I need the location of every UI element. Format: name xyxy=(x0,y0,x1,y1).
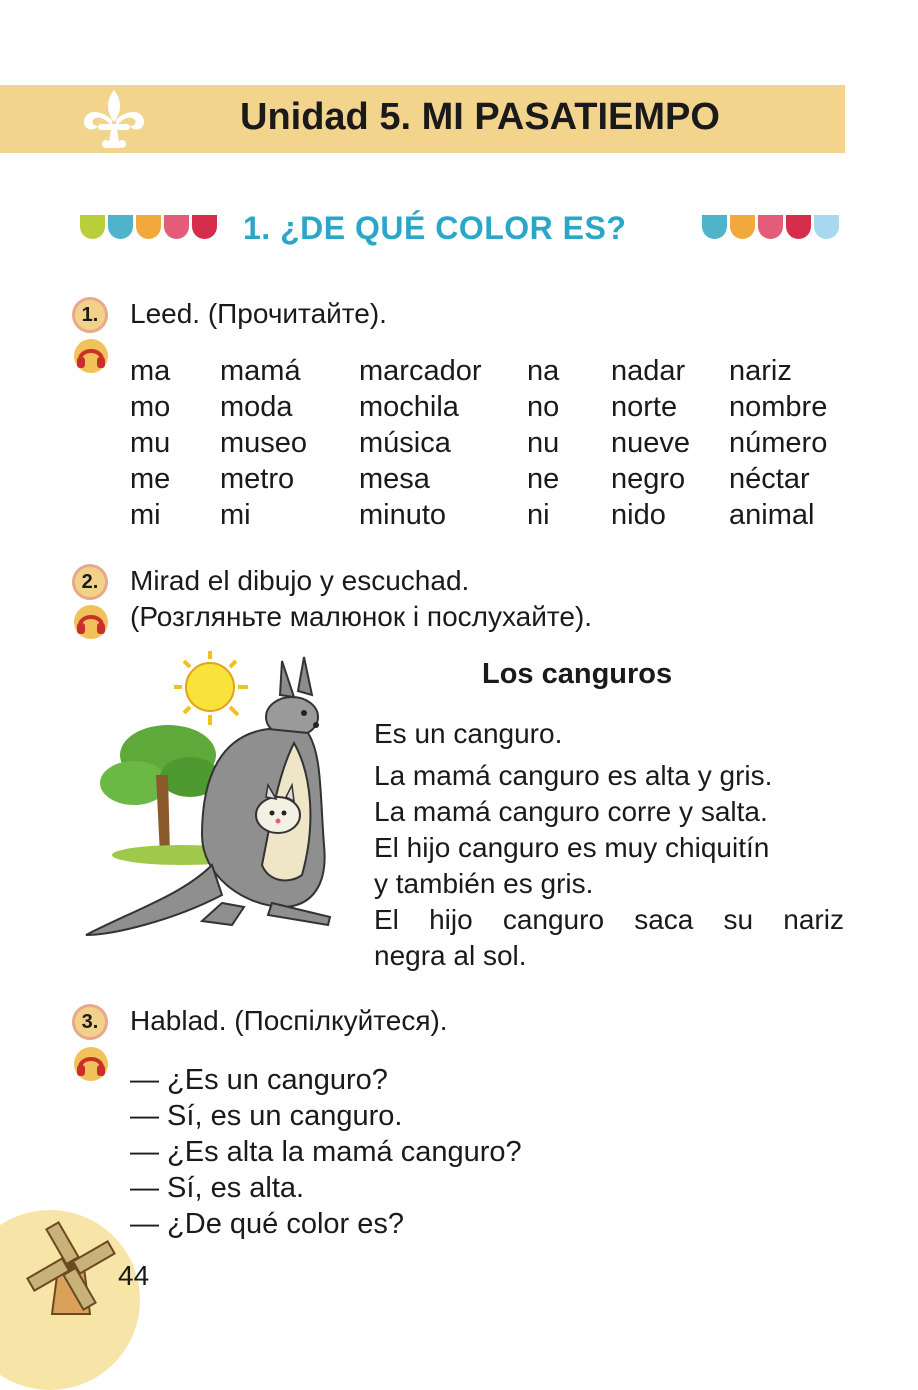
dialog-line: — Sí, es alta. xyxy=(130,1172,305,1204)
syllable-cell: marcador xyxy=(359,355,482,387)
dialog xyxy=(130,1062,522,1242)
syllable-cell: nido xyxy=(611,499,666,531)
lesson-title: 1. ¿DE QUÉ COLOR ES? xyxy=(243,210,627,246)
cap-decoration xyxy=(786,215,811,239)
cap-decoration xyxy=(136,215,161,239)
poem-line-justified xyxy=(374,902,844,938)
cap-decoration xyxy=(108,215,133,239)
cap-decoration xyxy=(192,215,217,239)
syllable-cell: me xyxy=(130,463,171,495)
sun-icon xyxy=(174,651,248,725)
syllable-cell: animal xyxy=(729,499,815,531)
exercise-2-instruction: Mirad el dibujo y escuchad. xyxy=(130,565,470,596)
page-number: 44 xyxy=(118,1260,150,1291)
fleur-de-lis-icon xyxy=(78,86,150,152)
syllable-cell: mo xyxy=(130,391,171,423)
exercise-1-number: 1. xyxy=(72,297,108,333)
dialog-line: — ¿De qué color es? xyxy=(130,1208,405,1240)
unit-title: Unidad 5. MI PASATIEMPO xyxy=(240,96,720,138)
syllable-cell: ma xyxy=(130,355,171,387)
exercise-2-number: 2. xyxy=(72,564,108,600)
syllable-cell: na xyxy=(527,355,560,387)
headphones-icon[interactable] xyxy=(72,338,110,374)
syllable-cell: nombre xyxy=(729,391,828,423)
poem-line: negra al sol. xyxy=(374,940,527,971)
poem-word: nariz xyxy=(783,904,844,935)
syllable-cell: negro xyxy=(611,463,686,495)
syllable-cell: mu xyxy=(130,427,171,459)
poem-word: su xyxy=(723,904,754,935)
syllable-cell: nariz xyxy=(729,355,792,387)
cap-decoration xyxy=(730,215,755,239)
syllable-cell: norte xyxy=(611,391,678,423)
poem-title: Los canguros xyxy=(482,658,673,690)
syllable-cell: música xyxy=(359,427,451,459)
cap-decoration xyxy=(702,215,727,239)
poem xyxy=(374,716,844,974)
syllable-cell: mamá xyxy=(220,355,301,387)
cap-decoration xyxy=(164,215,189,239)
poem-line: La mamá canguro es alta y gris. xyxy=(374,760,773,791)
syllable-cell: néctar xyxy=(729,463,810,495)
syllable-cell: mesa xyxy=(359,463,430,495)
syllable-cell: metro xyxy=(220,463,295,495)
poem-line: La mamá canguro corre y salta. xyxy=(374,796,768,827)
poem-word: El xyxy=(374,904,399,935)
poem-line: Es un canguro. xyxy=(374,718,563,749)
syllable-cell: mi xyxy=(130,499,161,531)
syllable-cell: mi xyxy=(220,499,251,531)
exercise-1-instruction: Leed. (Прочитайте). xyxy=(130,298,387,329)
dialog-line: — ¿Es alta la mamá canguro? xyxy=(130,1136,522,1168)
headphones-icon[interactable] xyxy=(72,1046,110,1082)
decorative-caps-left xyxy=(80,215,220,241)
syllable-cell: museo xyxy=(220,427,308,459)
cap-decoration xyxy=(758,215,783,239)
syllable-cell: no xyxy=(527,391,560,423)
poem-word: canguro xyxy=(502,904,605,935)
syllable-cell: ni xyxy=(527,499,550,531)
poem-word: saca xyxy=(634,904,694,935)
kangaroo-illustration xyxy=(72,645,342,945)
poem-line: El hijo canguro es muy chiquitín xyxy=(374,832,770,863)
headphones-icon[interactable] xyxy=(72,604,110,640)
exercise-3-number: 3. xyxy=(72,1004,108,1040)
syllable-cell: nu xyxy=(527,427,560,459)
syllable-cell: minuto xyxy=(359,499,447,531)
windmill-icon xyxy=(18,1218,128,1318)
poem-line: y también es gris. xyxy=(374,868,594,899)
exercise-3-instruction: Hablad. (Поспілкуйтеся). xyxy=(130,1005,448,1036)
syllable-cell: número xyxy=(729,427,828,459)
syllable-cell: nadar xyxy=(611,355,686,387)
exercise-2-translation: (Розгляньте малюнок і послухайте). xyxy=(130,601,593,632)
syllable-cell: mochila xyxy=(359,391,459,423)
syllable-cell: ne xyxy=(527,463,560,495)
decorative-caps-right xyxy=(702,215,842,241)
dialog-line: — ¿Es un canguro? xyxy=(130,1064,388,1096)
cap-decoration xyxy=(814,215,839,239)
syllable-cell: moda xyxy=(220,391,293,423)
dialog-line: — Sí, es un canguro. xyxy=(130,1100,403,1132)
cap-decoration xyxy=(80,215,105,239)
syllable-cell: nueve xyxy=(611,427,691,459)
poem-word: hijo xyxy=(429,904,473,935)
